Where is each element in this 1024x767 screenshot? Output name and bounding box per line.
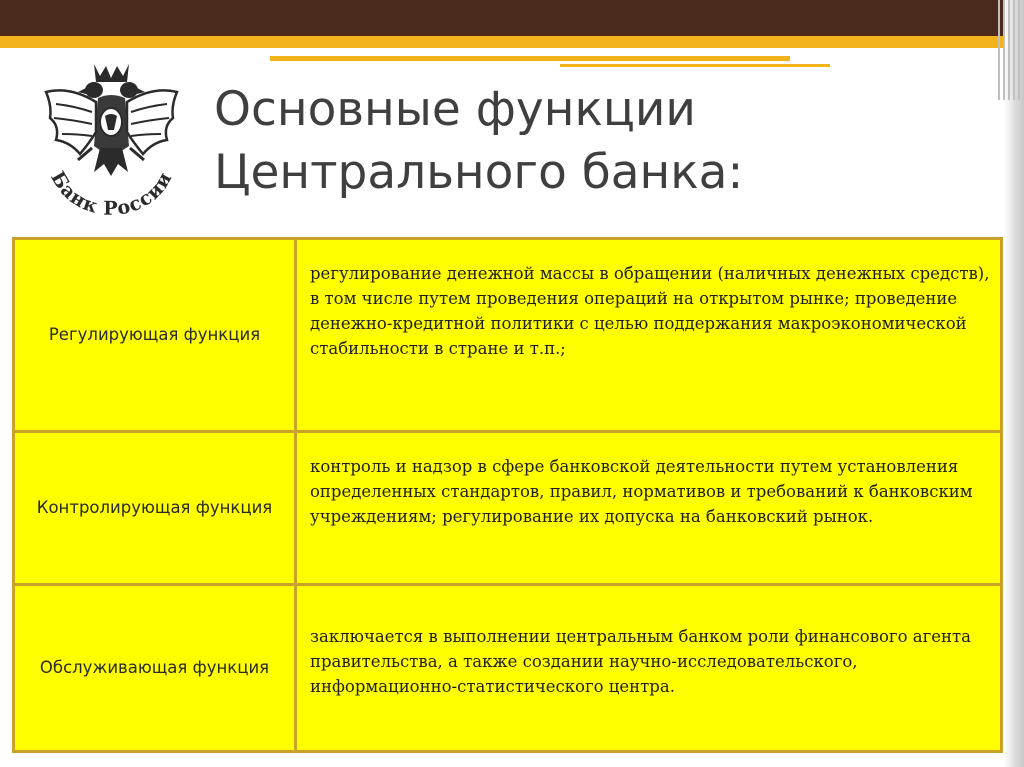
table-row (15, 433, 1000, 586)
page-title-line-1: Основные функции (214, 82, 696, 137)
page-title (214, 78, 974, 204)
title-underline-short (560, 64, 830, 67)
function-name: Обслуживающая функция (15, 586, 297, 750)
function-description: заключается в выполнении центральным банком роли финансового агента правительства, а также создании научно-исследовательского, информационно-статистического центра. (310, 627, 971, 696)
table-row (15, 240, 1000, 433)
function-description: контроль и надзор в сфере банковской деятельности путем установления определенных стандартов, правил, нормативов и требований к банковским учреждениям; регулирование их допуска на банковский рынок. (310, 457, 973, 526)
function-description: регулирование денежной массы в обращении (наличных денежных средств), в том числе путем проведения операций на открытом рынке; проведение денежно-кредитной политики с целью поддержания макроэкономической стабильности в стране и т.п.; (310, 264, 990, 358)
page-title-line-2: Центрального банка: (214, 145, 744, 200)
bank-of-russia-logo (34, 56, 189, 216)
title-underline-long (270, 56, 790, 61)
function-name: Регулирующая функция (15, 240, 297, 430)
svg-text:Банк России: Банк России (46, 167, 177, 216)
page-edge-lines (996, 0, 1024, 100)
page-edge-shadow (1004, 0, 1024, 767)
top-bar-gold (0, 36, 1024, 48)
function-name: Контролирующая функция (15, 433, 297, 583)
functions-table (12, 237, 1003, 753)
top-bar-dark (0, 0, 1024, 36)
double-headed-eagle-icon (34, 56, 189, 216)
table-row (15, 586, 1000, 750)
